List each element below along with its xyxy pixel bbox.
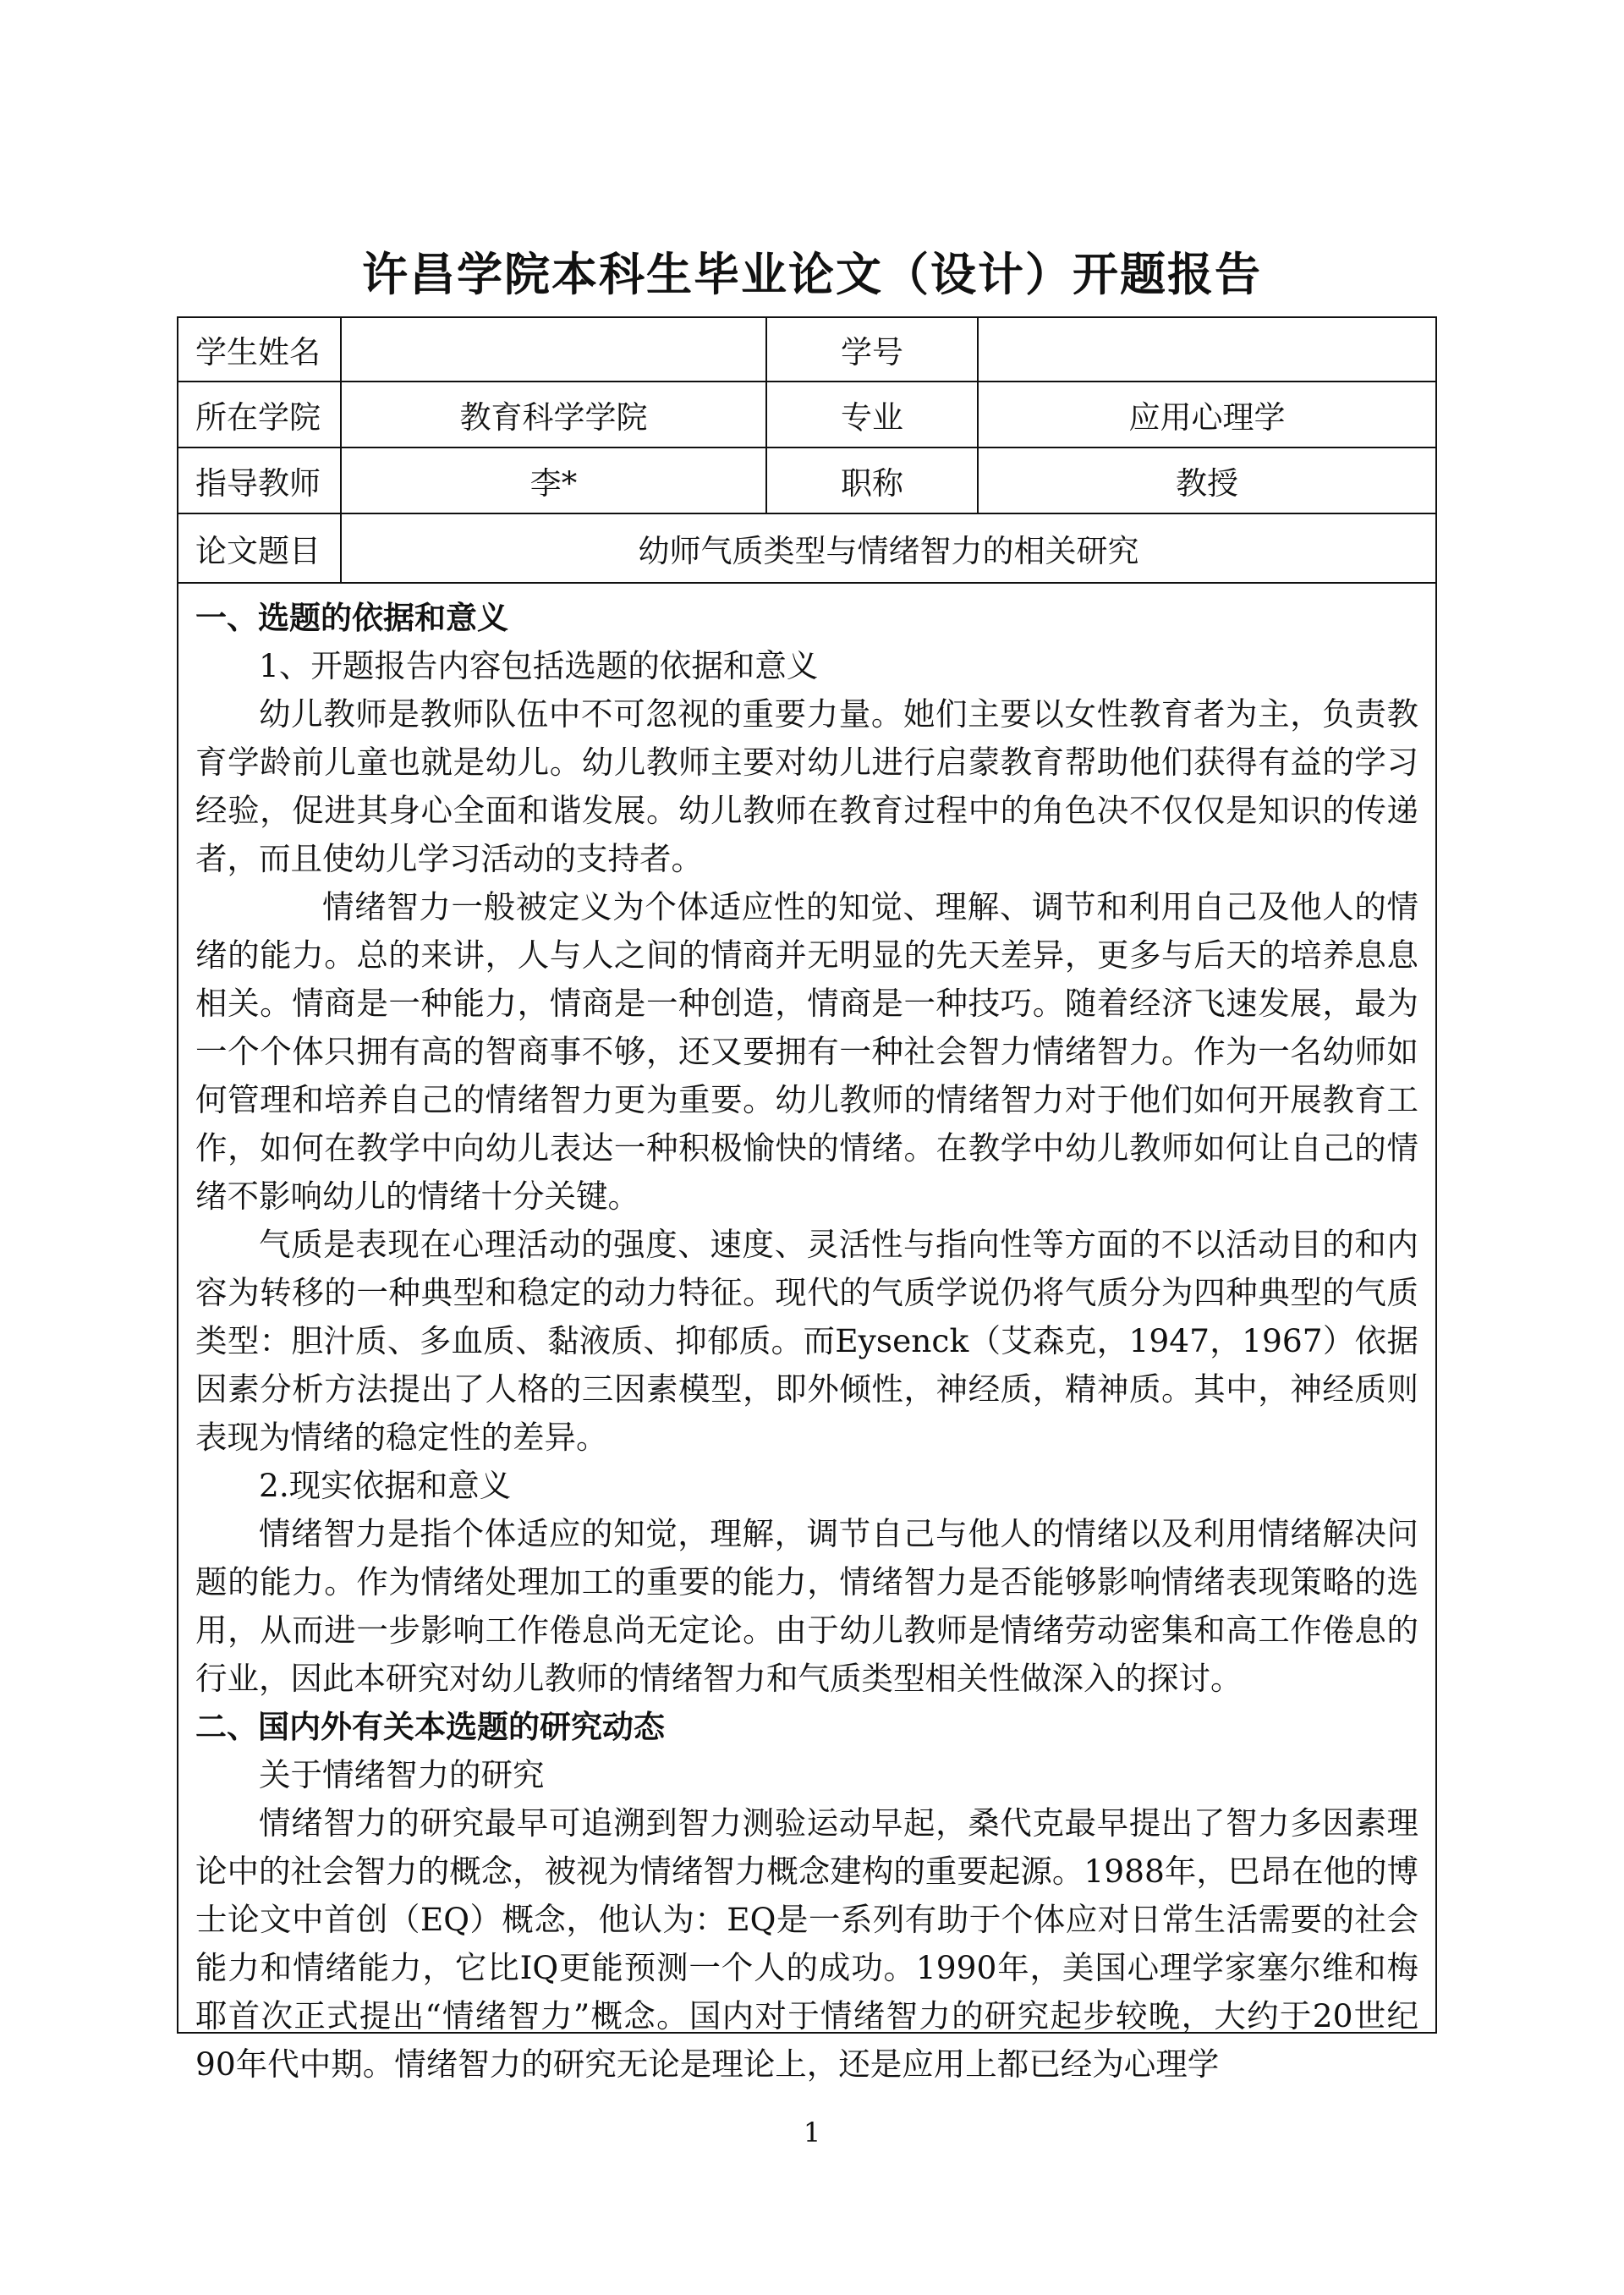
page-number: 1 — [803, 2117, 821, 2149]
section-1-paragraph-4: 情绪智力是指个体适应的知觉，理解，调节自己与他人的情绪以及利用情绪解决问题的能力。作为情绪处理加工的重要的能力，情绪智力是否能够影响情绪表现策略的选用，从而进一步影响工作倦息尚无定论。由于幼儿教师是情绪劳动密集和高工作倦息的行业，因此本研究对幼儿教师的情绪智力和气质类型相关性做深入的探讨。 — [195, 1515, 1418, 1697]
student-id-label: 学号 — [767, 318, 979, 381]
page-title: 许昌学院本科生毕业论文（设计）开题报告 — [362, 248, 1262, 301]
college-value: 教育科学学院 — [342, 382, 767, 447]
section-2-subheading-1: 关于情绪智力的研究 — [259, 1756, 545, 1793]
student-id-value — [979, 318, 1435, 381]
rank-value: 教授 — [1176, 465, 1238, 502]
section-1-subheading-1: 1、开题报告内容包括选题的依据和意义 — [259, 647, 819, 684]
report-body — [178, 584, 1435, 2089]
form-row-advisor — [178, 448, 1435, 514]
topic-value: 幼师气质类型与情绪智力的相关研究 — [638, 533, 1139, 569]
section-2-paragraph-1: 情绪智力的研究最早可追溯到智力测验运动早起，桑代克最早提出了智力多因素理论中的社会智力的概念，被视为情绪智力概念建构的重要起源。1988年，巴昂在他的博士论文中首创（EQ）概念，他认为：EQ是一系列有助于个体应对日常生活需要的社会能力和情绪能力，它比IQ更能预测一个人的成功。1990年，美国心理学家塞尔维和梅耶首次正式提出“情绪智力”概念。国内对于情绪智力的研究起步较晚，大约于20世纪90年代中期。情绪智力的研究无论是理论上，还是应用上都已经为心理学 — [195, 1804, 1418, 2083]
section-1-subheading-2: 2.现实依据和意义 — [259, 1467, 512, 1504]
major-value: 应用心理学 — [1128, 399, 1286, 436]
topic-label: 论文题目 — [178, 514, 342, 582]
section-2-heading: 二、国内外有关本选题的研究动态 — [195, 1709, 665, 1745]
student-name-label: 学生姓名 — [178, 318, 342, 381]
form-row-topic — [178, 514, 1435, 584]
college-label: 所在学院 — [178, 382, 342, 447]
major-label: 专业 — [767, 382, 979, 447]
advisor-label: 指导教师 — [178, 448, 342, 513]
section-1-paragraph-3: 气质是表现在心理活动的强度、速度、灵活性与指向性等方面的不以活动目的和内容为转移的一种典型和稳定的动力特征。现代的气质学说仍将气质分为四种典型的气质类型：胆汁质、多血质、黏液质、抑郁质。而Eysenck（艾森克，1947，1967）依据因素分析方法提出了人格的三因素模型，即外倾性，神经质，精神质。其中，神经质则表现为情绪的稳定性的差异。 — [195, 1226, 1418, 1456]
student-name-value — [342, 318, 767, 381]
form-row-student — [178, 318, 1435, 382]
advisor-value: 李* — [342, 448, 767, 513]
section-1-paragraph-1: 幼儿教师是教师队伍中不可忽视的重要力量。她们主要以女性教育者为主，负责教育学龄前儿童也就是幼儿。幼儿教师主要对幼儿进行启蒙教育帮助他们获得有益的学习经验，促进其身心全面和谐发展。幼儿教师在教育过程中的角色决不仅仅是知识的传递者，而且使幼儿学习活动的支持者。 — [195, 695, 1418, 877]
section-1-paragraph-2: 情绪智力一般被定义为个体适应性的知觉、理解、调节和利用自己及他人的情绪的能力。总的来讲，人与人之间的情商并无明显的先天差异，更多与后天的培养息息相关。情商是一种能力，情商是一种创造，情商是一种技巧。随着经济飞速发展，最为一个个体只拥有高的智商事不够，还又要拥有一种社会智力情绪智力。作为一名幼师如何管理和培养自己的情绪智力更为重要。幼儿教师的情绪智力对于他们如何开展教育工作，如何在教学中向幼儿表达一种积极愉快的情绪。在教学中幼儿教师如何让自己的情绪不影响幼儿的情绪十分关键。 — [195, 888, 1418, 1215]
form-row-college — [178, 382, 1435, 448]
section-1-heading: 一、选题的依据和意义 — [195, 600, 508, 636]
report-form — [177, 316, 1437, 2083]
rank-label: 职称 — [767, 448, 979, 513]
